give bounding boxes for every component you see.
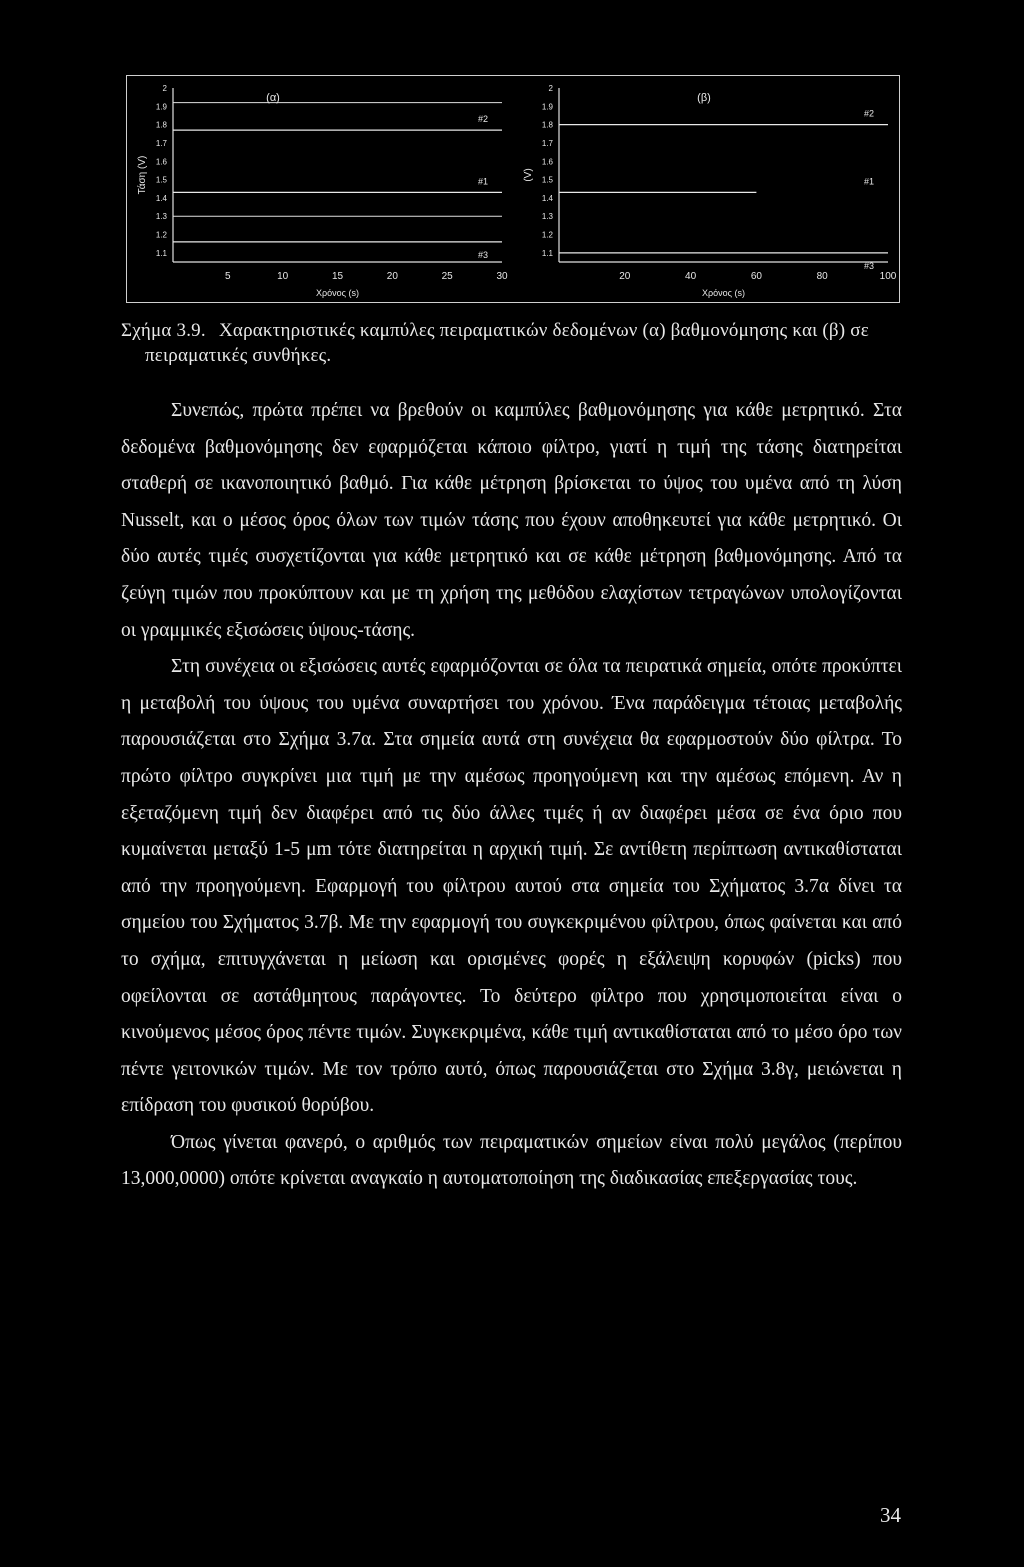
y-tick-label: 1.1 (155, 248, 167, 258)
y-tick-label: 1.5 (541, 175, 553, 185)
page-number: 34 (880, 1503, 901, 1527)
y-tick-label: 2 (548, 84, 553, 93)
series-label: #1 (863, 176, 874, 187)
x-tick-label: 60 (750, 271, 762, 282)
x-tick-label: 30 (496, 271, 508, 282)
caption-line-2: πειραματικές συνθήκες. (145, 345, 332, 366)
y-tick-label: 1.6 (541, 157, 553, 167)
chart-panel-b (513, 76, 898, 302)
figure-3-9 (126, 75, 900, 303)
caption-line-1: Χαρακτηριστικές καμπύλες πειραματικών δεδομένων (α) βαθμονόμησης και (β) σε (219, 320, 869, 341)
y-tick-label: 2 (162, 84, 167, 93)
x-tick-label: 10 (277, 271, 289, 282)
y-tick-label: 1.8 (155, 120, 167, 130)
chart-b-svg (513, 76, 898, 302)
series-label: #2 (863, 108, 874, 119)
figure-caption (121, 318, 901, 368)
x-axis-title: Χρόνος (s) (316, 288, 359, 298)
chart-panel-a (127, 76, 512, 302)
x-tick-label: 80 (816, 271, 828, 282)
y-axis-title: (V) (523, 168, 534, 182)
x-tick-label: 5 (225, 271, 231, 282)
panel-label: (α) (266, 92, 280, 104)
series-label: #2 (477, 114, 488, 125)
chart-a-svg (127, 76, 512, 302)
x-tick-label: 20 (619, 271, 631, 282)
y-tick-label: 1.9 (541, 102, 553, 112)
x-tick-label: 15 (331, 271, 344, 282)
paragraph: Όπως γίνεται φανερό, ο αριθμός των πειραματικών σημείων είναι πολύ μεγάλος (περίπου 13,000,0000) οπότε κρίνεται αναγκαίο η αυτοματοποίηση της διαδικασίας επεξεργασίας τους. (121, 1131, 902, 1190)
y-tick-label: 1.9 (155, 102, 167, 112)
y-tick-label: 1.3 (155, 212, 167, 222)
x-axis-title: Χρόνος (s) (702, 288, 745, 298)
y-tick-label: 1.5 (155, 175, 167, 185)
y-tick-label: 1.7 (155, 138, 167, 148)
caption-label: Σχήμα 3.9. (121, 320, 206, 341)
y-tick-label: 1.7 (541, 138, 553, 148)
y-tick-label: 1.3 (541, 212, 553, 222)
x-tick-label: 40 (685, 271, 697, 282)
x-tick-label: 25 (441, 271, 453, 282)
paragraph: Στη συνέχεια οι εξισώσεις αυτές εφαρμόζονται σε όλα τα πειρατικά σημεία, οπότε προκύπτει η μεταβολή του ύψους του υμένα συναρτήσει του χρόνου. Ένα παράδειγμα τέτοιας μεταβολής παρουσιάζεται στο Σχήμα 3.7α. Στα σημεία αυτά στη συνέχεια θα εφαρμοστούν δύο φίλτρα. Το πρώτο φίλτρο συγκρίνει μια τιμή με την αμέσως προηγούμενη και την αμέσως επόμενη. Αν η εξεταζόμενη τιμή δεν διαφέρει από τις δύο άλλες τιμές ή αν διαφέρει μέσα σε ένα όριο που κυμαίνεται μεταξύ 1-5 μm τότε διατηρείται η αρχική τιμή. Σε αντίθετη περίπτωση αντικαθίσταται από την προηγούμενη. Εφαρμογή του φίλτρου αυτού στα σημεία του Σχήματος 3.7α δίνει τα σημείου του Σχήματος 3.7β. Με την εφαρμογή του συγκεκριμένου φίλτρου, όπως φαίνεται και από το σχήμα, επιτυγχάνεται η μείωση και ορισμένες φορές η εξάλειψη κορυφών (picks) που οφείλονται σε αστάθμητους παράγοντες. Το δεύτερο φίλτρο που χρησιμοποιείται είναι ο κινούμενος μέσος όρος πέντε τιμών. Συγκεκριμένα, κάθε τιμή αντικαθίσταται από το μέσο όρο των πέντε γειτονικών τιμών. Με τον τρόπο αυτό, όπως παρουσιάζεται στο Σχήμα 3.8γ, μειώνεται η επίδραση του φυσικού θορύβου. (121, 656, 902, 1117)
paragraph: Συνεπώς, πρώτα πρέπει να βρεθούν οι καμπύλες βαθμονόμησης για κάθε μετρητικό. Στα δεδομένα βαθμονόμησης δεν εφαρμόζεται κάποιο φίλτρο, γιατί η τιμή της τάσης διατηρείται σταθερή σε ικανοποιητικό βαθμό. Για κάθε μέτρηση βρίσκεται το ύψος του υμένα από τη λύση Nusselt, και ο μέσος όρος όλων των τιμών τάσης που έχουν αποθηκευτεί για κάθε μετρητικό. Οι δύο αυτές τιμές συσχετίζονται για κάθε μετρητικό και σε κάθε μέτρηση βαθμονόμησης. Από τα ζεύγη τιμών που προκύπτουν και με τη χρήση της μεθόδου ελαχίστων τετραγώνων υπολογίζονται οι γραμμικές εξισώσεις ύψους-τάσης. (121, 400, 902, 641)
x-tick-label: 20 (386, 271, 398, 282)
series-label: #3 (863, 260, 874, 271)
body-text (121, 393, 902, 1198)
series-label: #1 (477, 176, 488, 187)
y-tick-label: 1.4 (541, 193, 553, 203)
panel-label: (β) (697, 92, 711, 104)
series-label: #3 (477, 249, 488, 260)
x-tick-label: 100 (879, 271, 897, 282)
y-tick-label: 1.6 (155, 157, 167, 167)
y-tick-label: 1.8 (541, 120, 553, 130)
y-axis-title: Τάση (V) (137, 155, 148, 195)
y-tick-label: 1.2 (155, 230, 167, 240)
y-tick-label: 1.4 (155, 193, 167, 203)
y-tick-label: 1.1 (541, 248, 553, 258)
y-tick-label: 1.2 (541, 230, 553, 240)
